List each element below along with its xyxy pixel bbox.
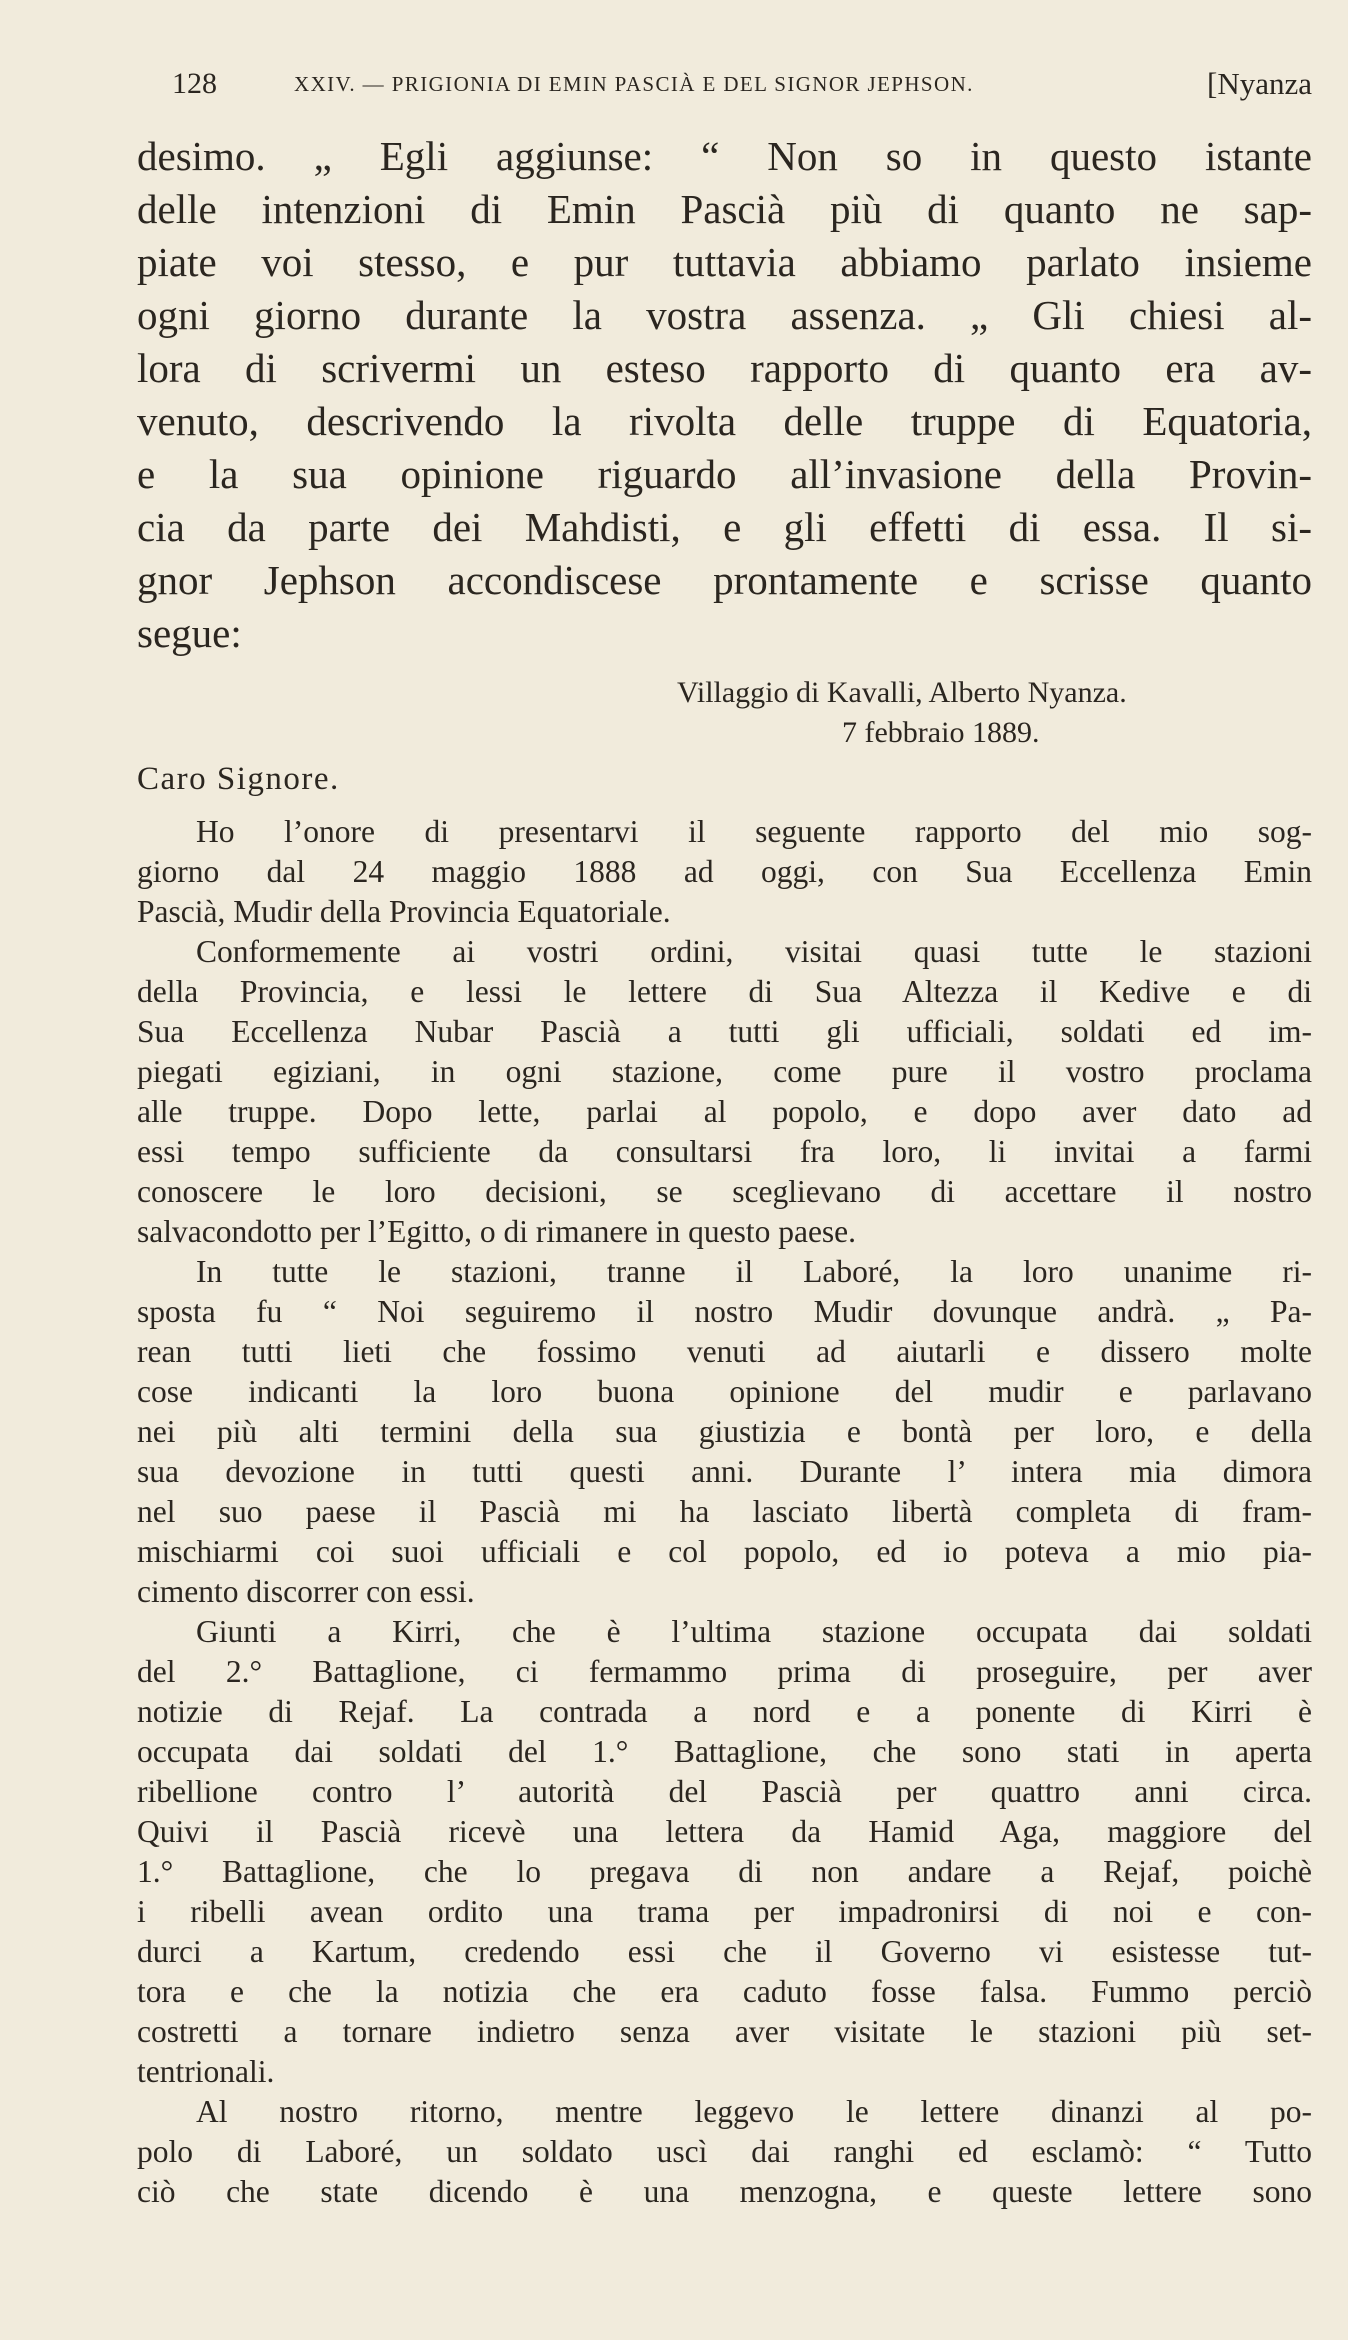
letter-line: cose indicanti la loro buona opinione del mudir e parlavano [137,1374,1312,1409]
letter-line: cimento discorrer con essi. [137,1574,475,1609]
running-head-region: [Nyanza [1207,66,1312,101]
letter-line: conoscere le loro decisioni, se sceglievano di accettare il nostro [137,1174,1312,1209]
letter-line: piegati egiziani, in ogni stazione, come pure il vostro proclama [137,1054,1312,1089]
letter-place: Villaggio di Kavalli, Alberto Nyanza. [677,676,1127,709]
letter-line: mischiarmi coi suoi ufficiali e col popolo, ed io poteva a mio pia- [137,1534,1312,1569]
letter-line: Ho l’onore di presentarvi il seguente rapporto del mio sog- [196,814,1312,849]
letter-line: costretti a tornare indietro senza aver visitate le stazioni più set- [137,2014,1312,2049]
letter-salutation: Caro Signore. [137,761,340,797]
letter-line: giorno dal 24 maggio 1888 ad oggi, con Sua Eccellenza Emin [137,854,1312,889]
letter-line: nel suo paese il Pascià mi ha lasciato libertà completa di fram- [137,1494,1312,1529]
intro-line: cia da parte dei Mahdisti, e gli effetti di essa. Il si- [137,504,1312,550]
letter-line: della Provincia, e lessi le lettere di Sua Altezza il Kedive e di [137,974,1312,1009]
letter-line: tora e che la notizia che era caduto fosse falsa. Fummo perciò [137,1974,1312,2009]
letter-line: 1.° Battaglione, che lo pregava di non andare a Rejaf, poichè [137,1854,1312,1889]
letter-line: occupata dai soldati del 1.° Battaglione, che sono stati in aperta [137,1734,1312,1769]
letter-line: essi tempo sufficiente da consultarsi fra loro, li invitai a farmi [137,1134,1312,1169]
letter-line: ribellione contro l’ autorità del Pascià per quattro anni circa. [137,1774,1312,1809]
letter-line: Giunti a Kirri, che è l’ultima stazione occupata dai soldati [196,1614,1312,1649]
letter-line: notizie di Rejaf. La contrada a nord e a ponente di Kirri è [137,1694,1312,1729]
letter-line: sua devozione in tutti questi anni. Durante l’ intera mia dimora [137,1454,1312,1489]
letter-line: Pascià, Mudir della Provincia Equatoriale. [137,894,671,929]
letter-line: tentrionali. [137,2054,275,2089]
letter-line: durci a Kartum, credendo essi che il Governo vi esistesse tut- [137,1934,1312,1969]
letter-line: del 2.° Battaglione, ci fermammo prima di proseguire, per aver [137,1654,1312,1689]
letter-line: Quivi il Pascià ricevè una lettera da Hamid Aga, maggiore del [137,1814,1312,1849]
letter-line: alle truppe. Dopo lette, parlai al popolo, e dopo aver dato ad [137,1094,1312,1129]
letter-date: 7 febbraio 1889. [842,716,1040,749]
letter-line: ciò che state dicendo è una menzogna, e queste lettere sono [137,2174,1312,2209]
intro-line: piate voi stesso, e pur tuttavia abbiamo parlato insieme [137,239,1312,285]
intro-line: segue: [137,610,242,656]
letter-line: nei più alti termini della sua giustizia e bontà per loro, e della [137,1414,1312,1449]
letter-line: Sua Eccellenza Nubar Pascià a tutti gli ufficiali, soldati ed im- [137,1014,1312,1049]
intro-line: delle intenzioni di Emin Pascià più di quanto ne sap- [137,186,1312,232]
intro-line: gnor Jephson accondiscese prontamente e scrisse quanto [137,557,1312,603]
running-head [172,62,1312,106]
letter-line: Conformemente ai vostri ordini, visitai quasi tutte le stazioni [196,934,1312,969]
letter-line: Al nostro ritorno, mentre leggevo le lettere dinanzi al po- [196,2094,1312,2129]
letter-line: rean tutti lieti che fossimo venuti ad aiutarli e dissero molte [137,1334,1312,1369]
letter-line: sposta fu “ Noi seguiremo il nostro Mudir dovunque andrà. „ Pa- [137,1294,1312,1329]
chapter-title: XXIV. — PRIGIONIA DI EMIN PASCIÀ E DEL SIGNOR JEPHSON. [294,72,974,96]
intro-line: ogni giorno durante la vostra assenza. „ Gli chiesi al- [137,292,1312,338]
intro-line: lora di scrivermi un esteso rapporto di quanto era av- [137,345,1312,391]
intro-line: venuto, descrivendo la rivolta delle truppe di Equatoria, [137,398,1312,444]
page-number: 128 [172,67,217,100]
letter-line: polo di Laboré, un soldato uscì dai ranghi ed esclamò: “ Tutto [137,2134,1312,2169]
letter-line: salvacondotto per l’Egitto, o di rimanere in questo paese. [137,1214,857,1249]
letter-line: i ribelli avean ordito una trama per impadronirsi di noi e con- [137,1894,1312,1929]
letter-line: In tutte le stazioni, tranne il Laboré, la loro unanime ri- [196,1254,1312,1289]
intro-line: desimo. „ Egli aggiunse: “ Non so in questo istante [137,133,1312,179]
intro-line: e la sua opinione riguardo all’invasione della Provin- [137,451,1312,497]
